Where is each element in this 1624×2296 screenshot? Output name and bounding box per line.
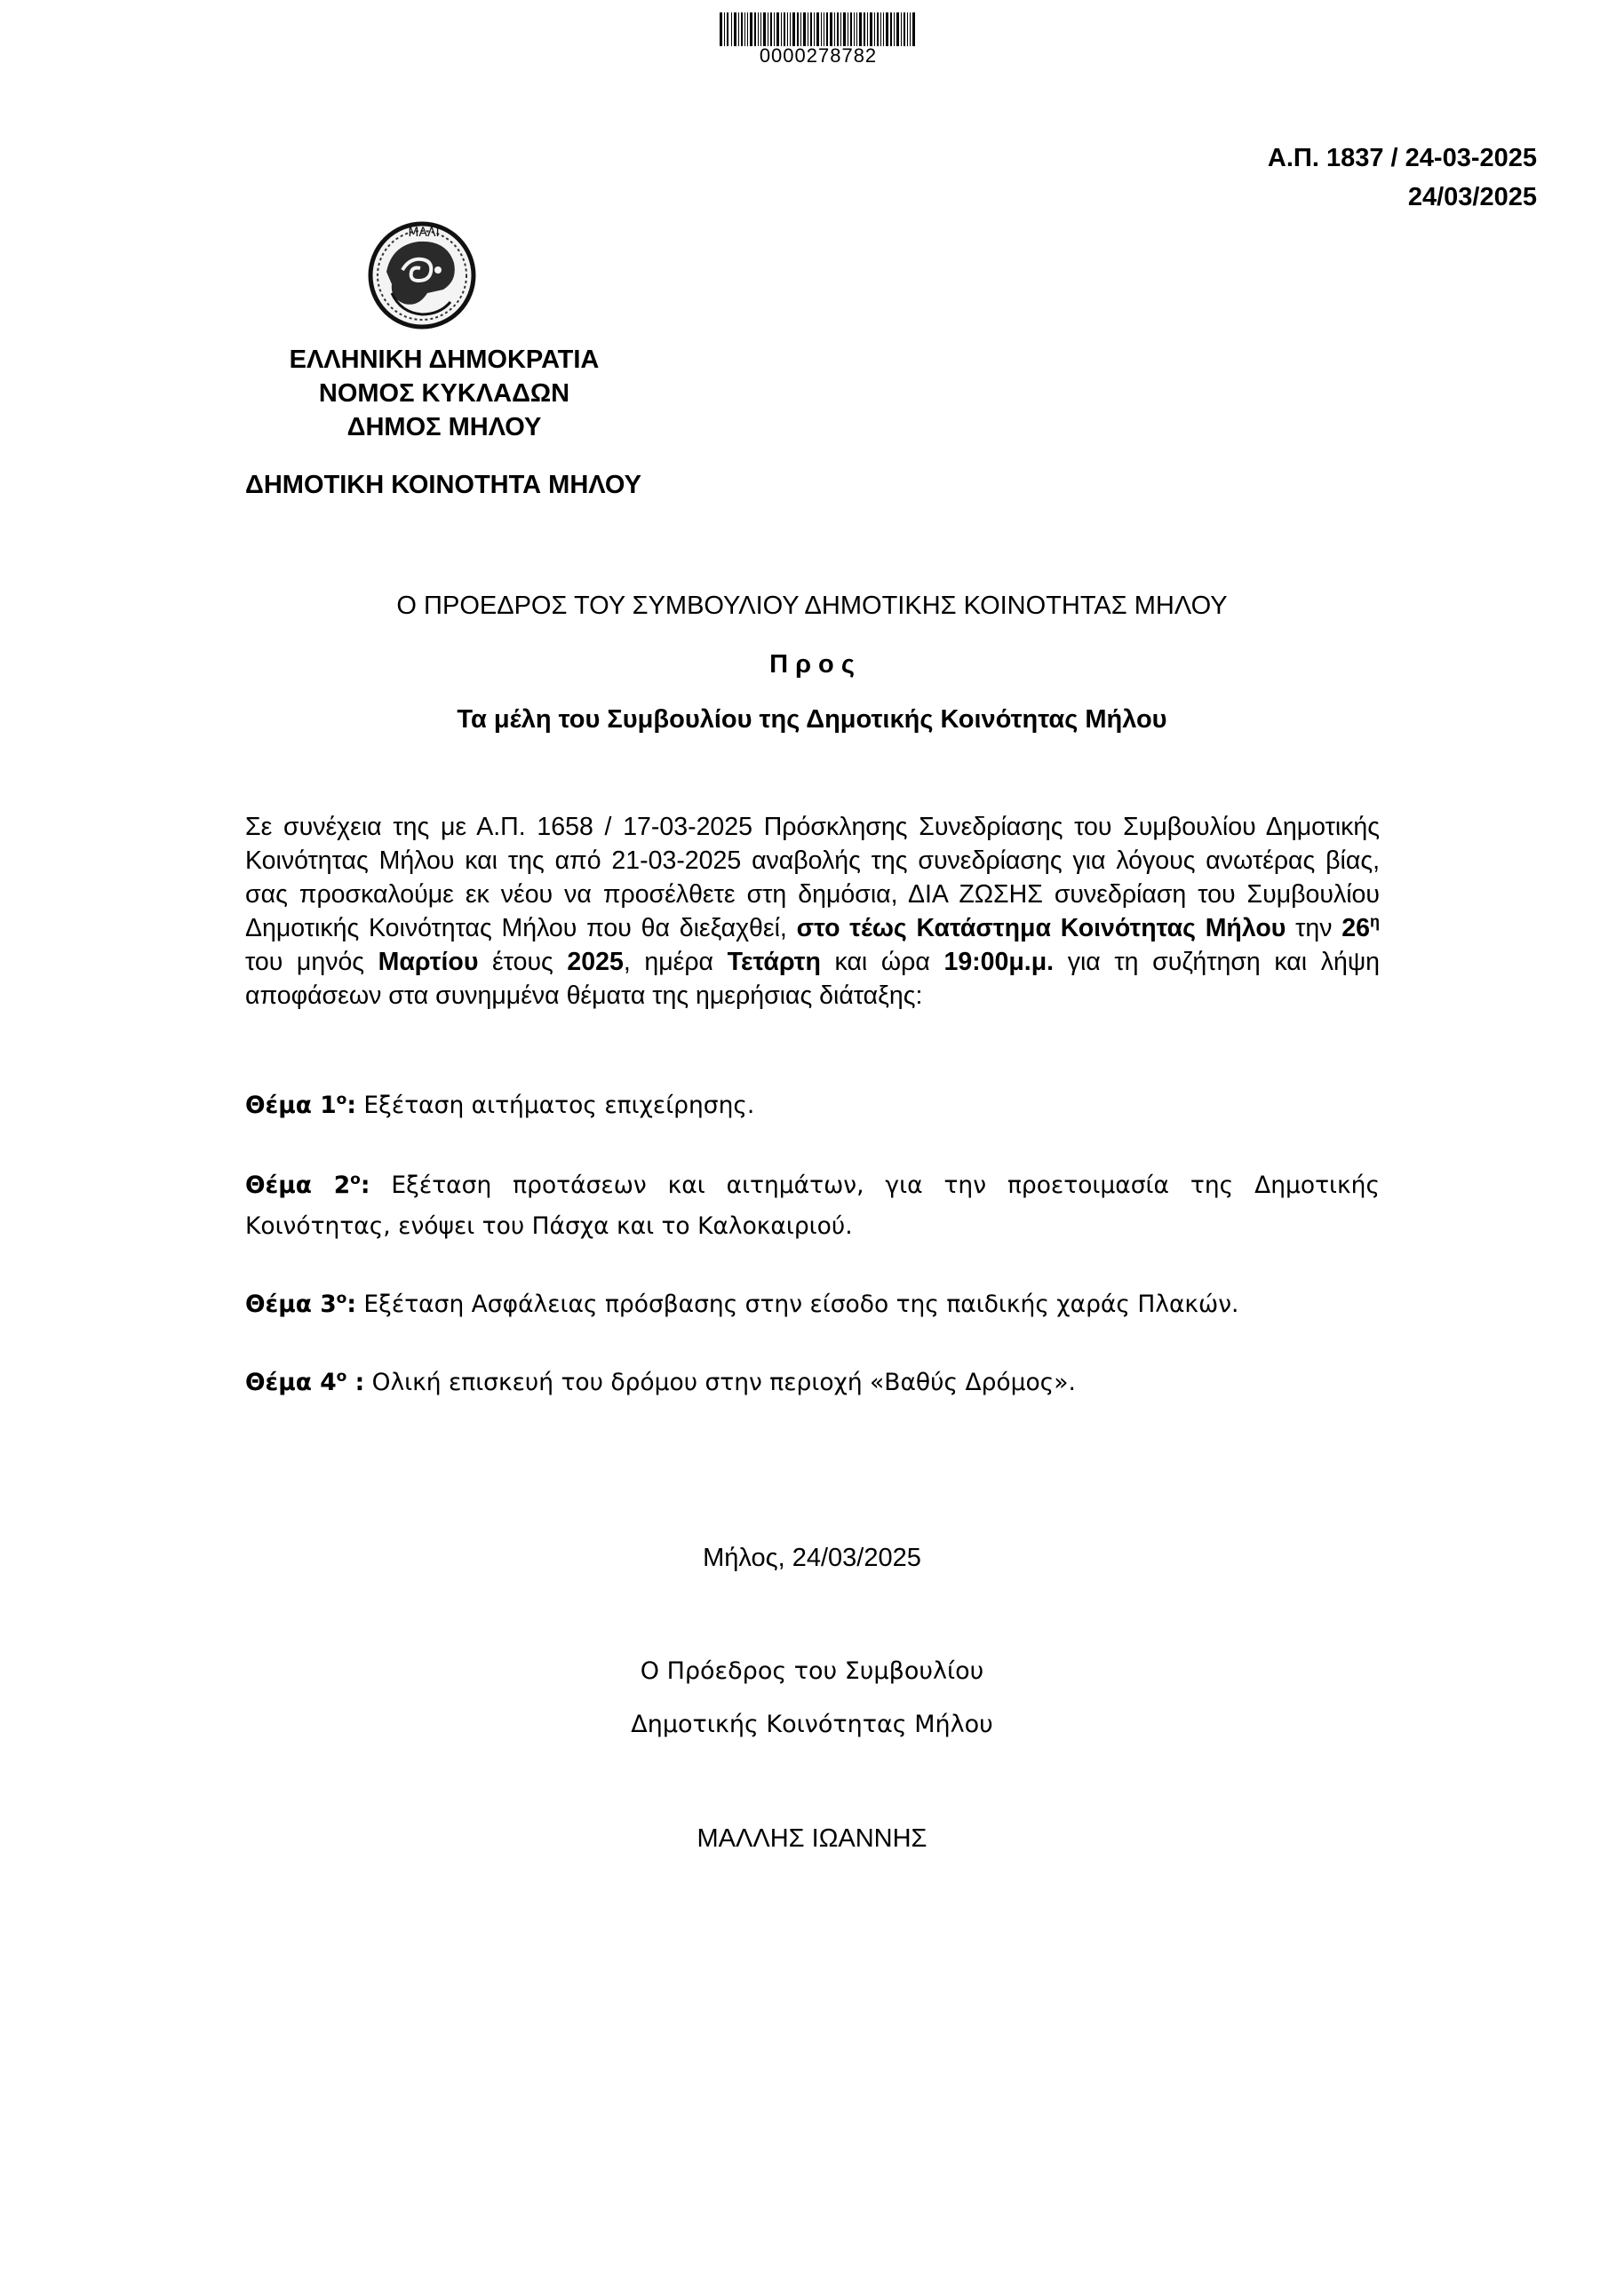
protocol-number: Α.Π. 1837 / 24-03-2025: [1267, 144, 1537, 172]
meeting-year: 2025: [567, 948, 624, 976]
issuer-header: [213, 343, 675, 444]
topic-text: Ολική επισκευή του δρόμου στην περιοχή «Βαθύς Δρόμος».: [364, 1369, 1076, 1396]
topic-text: Εξέταση προτάσεων και αιτημάτων, για την προετοιμασία της Δημοτικής Κοινότητας, ενόψει του Πάσχα και το Καλοκαιριού.: [245, 1172, 1380, 1240]
sender-line: Ο ΠΡΟΕΔΡΟΣ ΤΟΥ ΣΥΜΒΟΥΛΙΟΥ ΔΗΜΟΤΙΚΗΣ ΚΟΙΝΟΤΗΤΑΣ ΜΗΛΟΥ: [396, 592, 1228, 620]
paragraph-text: την: [1286, 914, 1342, 942]
meeting-day-suffix: η: [1369, 912, 1380, 931]
barcode: [720, 12, 917, 46]
topic-label-text: Θέμα 2: [245, 1172, 351, 1199]
agenda-topic-1: [245, 1085, 1380, 1126]
paragraph-text: , ημέρα: [623, 948, 728, 976]
topic-colon: :: [346, 1369, 365, 1396]
paragraph-intro: Σε συνέχεια της με Α.Π. 1658 / 17-03-2025 Πρόσκλησης Συνεδρίασης του Συμβουλίου Δημοτικής Κοινότητας Μήλου και της από 21-03-2025 αναβολής της συνεδρίασης για λόγους ανωτέρας βίας, σας προσκαλούμε εκ νέου να προσέλθετε στη δημόσια, ΔΙΑ ΖΩΣΗΣ συνεδρίαση του Συμβουλίου Δημοτικής Κοινότητας Μήλου που θα διεξαχθεί,: [245, 813, 1380, 942]
agenda-topic-3: [245, 1284, 1380, 1325]
recipients-line: Τα μέλη του Συμβουλίου της Δημοτικής Κοινότητας Μήλου: [457, 705, 1167, 734]
topic-text: Εξέταση Ασφάλειας πρόσβασης στην είσοδο της παιδικής χαράς Πλακών.: [355, 1291, 1239, 1318]
topic-label-text: Θέμα 1: [245, 1092, 337, 1119]
seal-inscription: ΜΑΛΙ: [408, 226, 440, 240]
place-date: Μήλος, 24/03/2025: [703, 1544, 921, 1572]
agenda-topic-2: [245, 1165, 1380, 1247]
paragraph-text: του μηνός: [245, 948, 378, 976]
topic-colon: :: [346, 1092, 356, 1119]
header-municipality: ΔΗΜΟΣ ΜΗΛΟΥ: [346, 413, 542, 441]
meeting-day: [1341, 914, 1380, 942]
meeting-time: 19:00μ.μ.: [943, 948, 1055, 976]
meeting-day-number: 26: [1341, 914, 1370, 942]
signatory-title-1: Ο Πρόεδρος του Συμβουλίου: [640, 1657, 984, 1685]
header-prefecture: ΝΟΜΟΣ ΚΥΚΛΑΔΩΝ: [318, 379, 570, 408]
topic-ordinal: ο: [336, 1368, 347, 1386]
header-community: ΔΗΜΟΤΙΚΗ ΚΟΙΝΟΤΗΤΑ ΜΗΛΟΥ: [245, 471, 641, 499]
signatory-title-2: Δημοτικής Κοινότητας Μήλου: [631, 1711, 993, 1738]
meeting-weekday: Τετάρτη: [727, 948, 821, 976]
paragraph-text: για τη συζήτηση και λήψη αποφάσεων στα συνημμένα θέματα της ημερήσιας διάταξης:: [245, 948, 1381, 1010]
topic-label-text: Θέμα 4: [245, 1369, 337, 1396]
topic-text: Εξέταση αιτήματος επιχείρησης.: [355, 1092, 755, 1119]
paragraph-text: έτους: [478, 948, 568, 976]
signatory-name: ΜΑΛΛΗΣ ΙΩΑΝΝΗΣ: [697, 1824, 927, 1853]
invitation-paragraph: [245, 810, 1380, 1013]
topic-label: [245, 1092, 356, 1119]
protocol-number-block: [1268, 139, 1537, 217]
to-label: Π ρ ο ς: [769, 650, 855, 679]
header-republic: ΕΛΛΗΝΙΚΗ ΔΗΜΟΚΡΑΤΙΑ: [289, 346, 600, 374]
topic-label: [245, 1369, 364, 1396]
topic-colon: :: [346, 1291, 356, 1318]
paragraph-text: και ώρα: [820, 948, 944, 976]
ancient-coin-seal-icon: [365, 218, 479, 332]
topic-label: [245, 1172, 370, 1199]
topic-label-text: Θέμα 3: [245, 1291, 337, 1318]
agenda-topic-4: [245, 1363, 1380, 1403]
meeting-month: Μαρτίου: [378, 948, 479, 976]
barcode-number: 0000278782: [759, 44, 878, 67]
meeting-location: στο τέως Κατάστημα Κοινότητας Μήλου: [796, 914, 1286, 942]
topic-ordinal: ο: [336, 1290, 347, 1308]
topic-label: [245, 1291, 356, 1318]
topic-ordinal: ο: [350, 1171, 361, 1189]
protocol-date: 24/03/2025: [1407, 183, 1537, 211]
topic-colon: :: [360, 1172, 370, 1199]
topic-ordinal: ο: [336, 1091, 347, 1109]
